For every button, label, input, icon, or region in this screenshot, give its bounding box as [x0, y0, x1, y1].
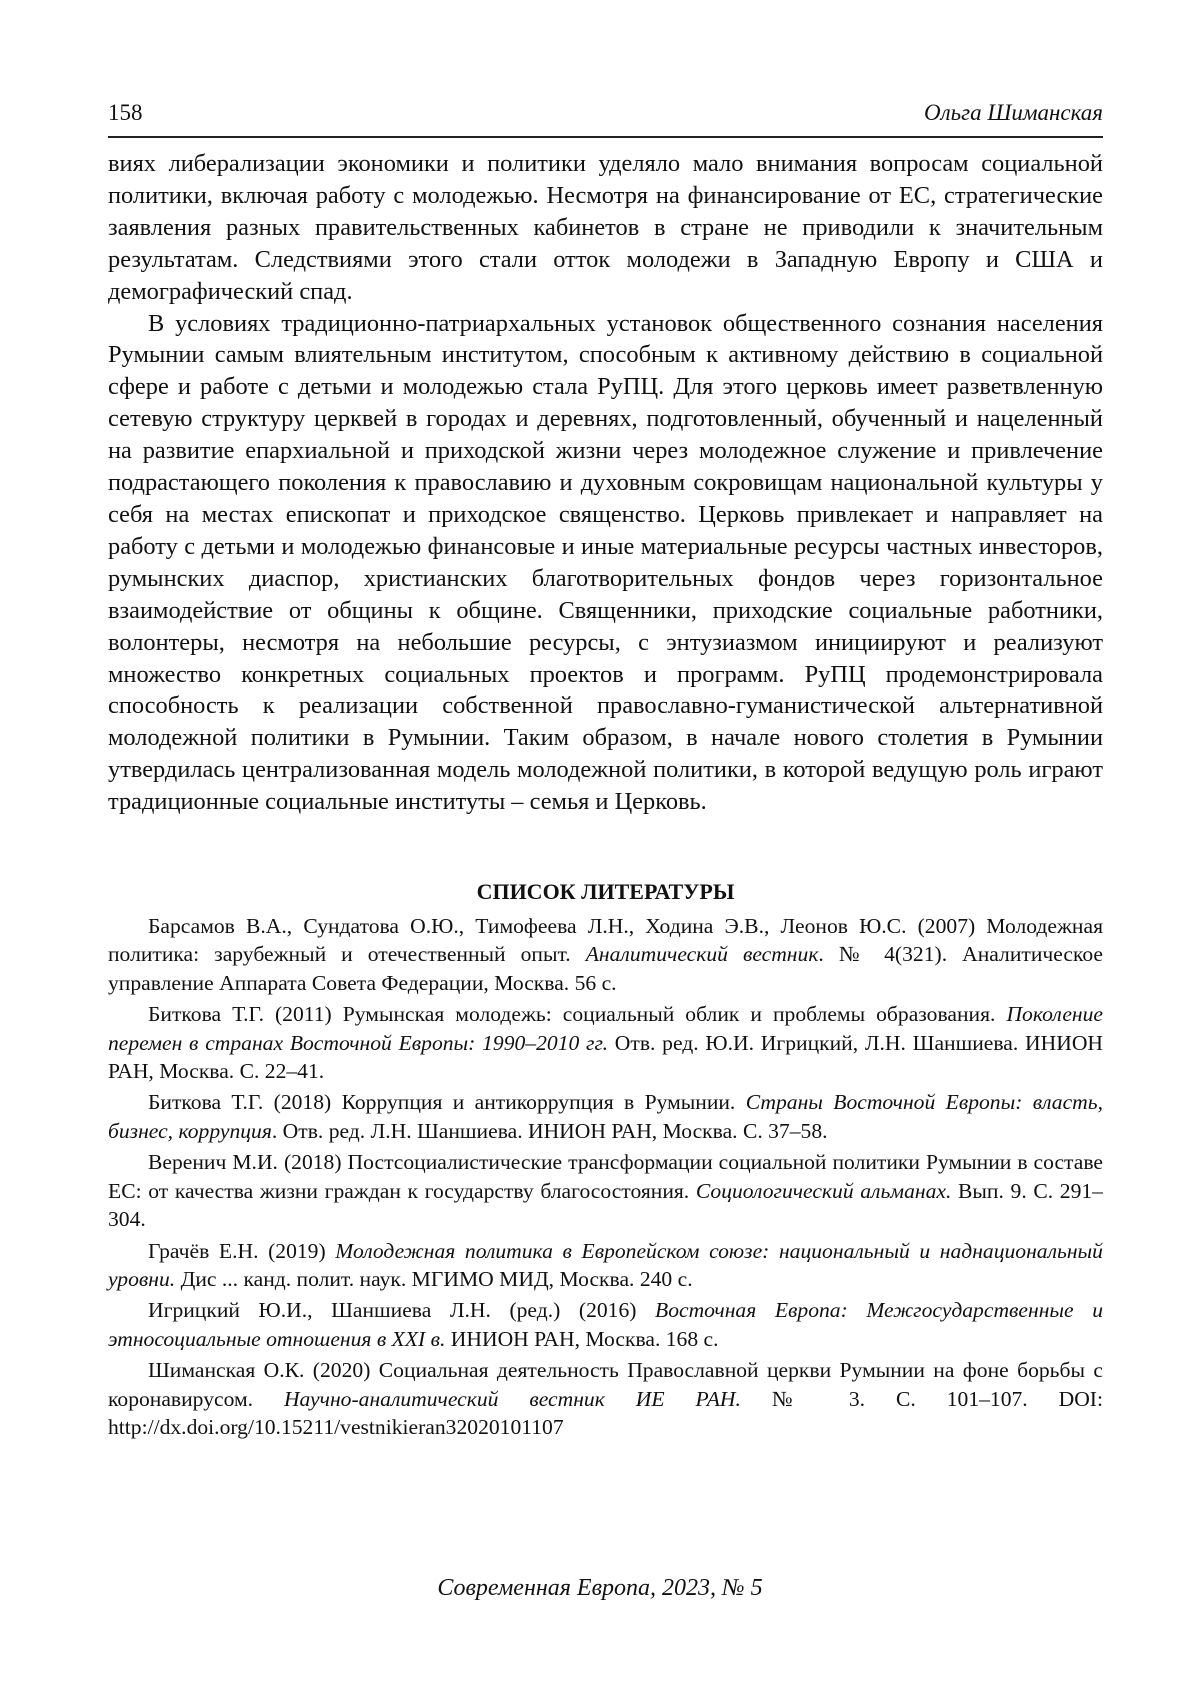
journal-footer: Современная Европа, 2023, № 5	[437, 1575, 763, 1601]
paragraph: виях либерализации экономики и политики уделяло мало внимания вопросам социальной политики, включая работу с молодежью. Несмотря на финансирование от ЕС, стратегические заявления разных правительственных кабинетов в стране не приводили к значительным результатам. Следствиями этого стали отток молодежи в Западную Европу и США и демографический спад.	[108, 150, 1103, 305]
page-content	[108, 100, 1103, 1444]
reference-item: Грачёв Е.Н. (2019) Молодежная политика в Европейском союзе: национальный и наднациональный уровни. Дис ... канд. полит. наук. МГИМО МИД, Москва. 240 с.	[108, 1238, 1103, 1291]
reference-source: Поколение перемен в странах Восточной Европы: 1990–2010 гг.	[108, 1002, 1103, 1055]
running-header	[108, 100, 1103, 138]
reference-item: Веренич М.И. (2018) Постсоциалистические трансформации социальной политики Румынии в составе ЕС: от качества жизни граждан к государству благосостояния. Социологический альманах. Вып. 9. С. 291–304.	[108, 1150, 1103, 1232]
page-number: 158	[108, 100, 143, 125]
header-author: Ольга Шиманская	[924, 100, 1103, 125]
reference-source: Восточная Европа: Межгосударственные и этносоциальные отношения в XXI в.	[108, 1298, 1103, 1351]
reference-source: Молодежная политика в Европейском союзе: национальный и наднациональный уровни.	[108, 1238, 1103, 1291]
references-list	[108, 912, 1103, 1441]
body-text	[108, 148, 1103, 818]
reference-source: Страны Восточной Европы: власть, бизнес, коррупция	[108, 1090, 1103, 1143]
reference-source: Социологический альманах.	[695, 1178, 952, 1203]
references-title: СПИСОК ЛИТЕРАТУРЫ	[476, 879, 735, 905]
reference-item: Барсамов В.А., Сундатова О.Ю., Тимофеева Л.Н., Ходина Э.В., Леонов Ю.С. (2007) Молодежная политика: зарубежный и отечественный опыт. Аналитический вестник. № 4(321). Аналитическое управление Аппарата Совета Федерации, Москва. 56 с.	[108, 914, 1103, 995]
reference-item: Биткова Т.Г. (2018) Коррупция и антикоррупция в Румынии. Страны Восточной Европы: власть, бизнес, коррупция. Отв. ред. Л.Н. Шаншиева. ИНИОН РАН, Москва. С. 37–58.	[108, 1090, 1103, 1143]
reference-item: Игрицкий Ю.И., Шаншиева Л.Н. (ред.) (2016) Восточная Европа: Межгосударственные и этносоциальные отношения в XXI в. ИНИОН РАН, Москва. 168 с.	[108, 1298, 1103, 1351]
reference-source: Научно-аналитический вестник ИЕ РАН.	[283, 1386, 741, 1411]
reference-source: Аналитический вестник	[585, 942, 819, 967]
reference-item: Шиманская О.К. (2020) Социальная деятельность Православной церкви Румынии на фоне борьбы с коронавирусом. Научно-аналитический вестник ИЕ РАН. № 3. С. 101–107. DOI: http://dx.doi.org/10.15211/vestnikieran32020101107	[108, 1358, 1104, 1439]
paragraph: В условиях традиционно-патриархальных установок общественного сознания населения Румынии самым влиятельным институтом, способным к активному действию в социальной сфере и работе с детьми и молодежью стала РуПЦ. Для этого церковь имеет разветвленную сетевую структуру церквей в городах и деревнях, подготовленный, обученный и нацеленный на развитие епархиальной и приходской жизни через молодежное служение и привлечение подрастающего поколения к православию и духовным сокровищам национальной культуры у себя на местах епископат и приходское священство. Церковь привлекает и направляет на работу с детьми и молодежью финансовые и иные материальные ресурсы частных инвесторов, румынских диаспор, христианских благотворительных фондов через горизонтальное взаимодействие от общины к общине. Священники, приходские социальные работники, волонтеры, несмотря на небольшие ресурсы, с энтузиазмом инициируют и реализуют множество конкретных социальных проектов и программ. РуПЦ продемонстрировала способность к реализации собственной православно-гуманистической альтернативной молодежной политики в Румынии. Таким образом, в начале нового столетия в Румынии утвердилась централизованная модель молодежной политики, в которой ведущую роль играют традиционные социальные институты – семья и Церковь.	[108, 309, 1103, 816]
reference-item: Биткова Т.Г. (2011) Румынская молодежь: социальный облик и проблемы образования. Поколение перемен в странах Восточной Европы: 1990–2010 гг. Отв. ред. Ю.И. Игрицкий, Л.Н. Шаншиева. ИНИОН РАН, Москва. С. 22–41.	[108, 1002, 1104, 1084]
